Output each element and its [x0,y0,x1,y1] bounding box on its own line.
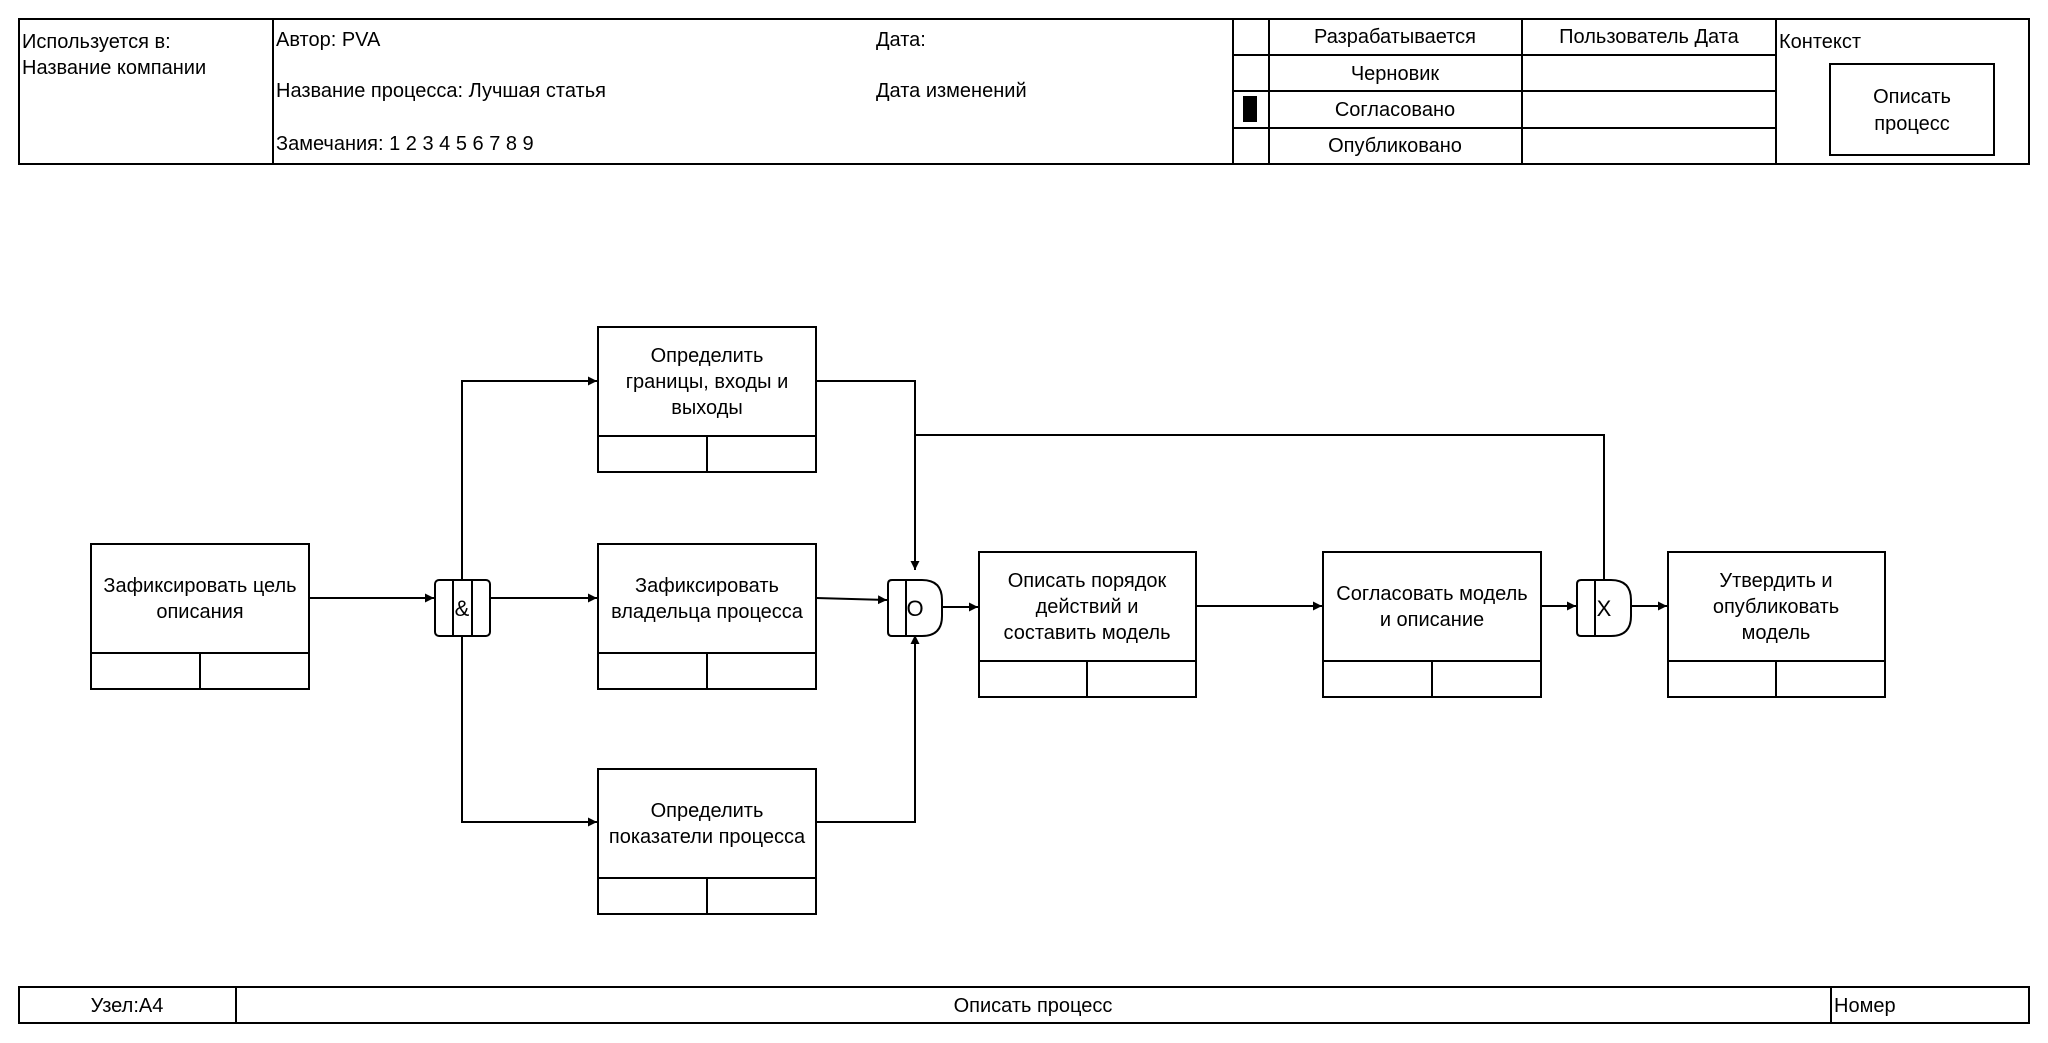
block-fix-goal-line1: Зафиксировать цель [103,575,297,597]
status-marker [1243,96,1257,122]
status-developing: Разрабатывается [1314,26,1476,48]
arrow-bounds-to-or [816,381,915,570]
junction-xor [1577,580,1631,636]
process-name-field: Название процесса: Лучшая статья [276,80,606,102]
block-agree-model-line1: Согласовать модель [1336,583,1528,605]
junction-or-symbol: O [906,596,924,621]
block-fix-goal [91,544,309,689]
block-agree-model-line2: и описание [1379,609,1485,631]
date-field: Дата: [876,29,926,51]
footer-number: Номер [1834,995,1896,1017]
notes-field: Замечания: 1 2 3 4 5 6 7 8 9 [276,133,534,155]
block-approve-publish-line1: Утвердить и [1719,570,1833,592]
used-in-label: Используется в: [22,31,171,53]
block-define-bounds-line2: границы, входы и [625,371,789,393]
context-box [1830,64,1994,155]
context-label: Контекст [1779,31,1862,53]
footer-title: Описать процесс [953,995,1113,1017]
line-bounds-to-xor [915,435,1604,580]
block-fix-owner [598,544,816,689]
company-name: Название компании [22,57,207,79]
context-box-line2: процесс [1874,113,1950,135]
block-fix-owner-line1: Зафиксировать [635,575,779,597]
block-fix-goal-line2: описания [156,601,244,623]
block-fix-owner-line2: владельца процесса [611,601,803,623]
status-agreed: Согласовано [1334,99,1456,121]
block-describe-order-line1: Описать порядок [1007,570,1167,592]
status-published: Опубликовано [1328,135,1462,157]
junction-or [888,580,942,636]
block-describe-order-line2: действий и [1035,596,1139,618]
block-describe-order-line3: составить модель [1003,622,1171,644]
block-define-metrics-line2: показатели процесса [608,826,806,848]
block-approve-publish [1668,552,1885,697]
block-approve-publish-line3: модель [1741,622,1811,644]
block-define-bounds-line3: выходы [671,397,743,419]
block-define-bounds-line1: Определить [650,345,764,367]
block-agree-model [1323,552,1541,697]
status-draft: Черновик [1350,63,1440,85]
block-approve-publish-line2: опубликовать [1712,596,1840,618]
author-field: Автор: PVA [276,29,381,51]
arrow-and-to-metrics [462,634,597,822]
context-box-line1: Описать [1873,86,1951,108]
arrow-and-to-bounds [462,381,597,586]
arrow-metrics-to-or [816,635,915,822]
block-describe-order [979,552,1196,697]
block-define-bounds [598,327,816,472]
junction-and [435,580,490,636]
block-define-metrics-line1: Определить [650,800,764,822]
block-define-metrics [598,769,816,914]
footer-node: Узел:А4 [90,995,164,1017]
junction-xor-symbol: X [1596,596,1612,621]
user-date-label: Пользователь Дата [1559,26,1739,48]
junction-and-symbol: & [454,596,470,621]
date-changed-field: Дата изменений [876,80,1027,102]
arrow-owner-to-or [816,598,887,600]
